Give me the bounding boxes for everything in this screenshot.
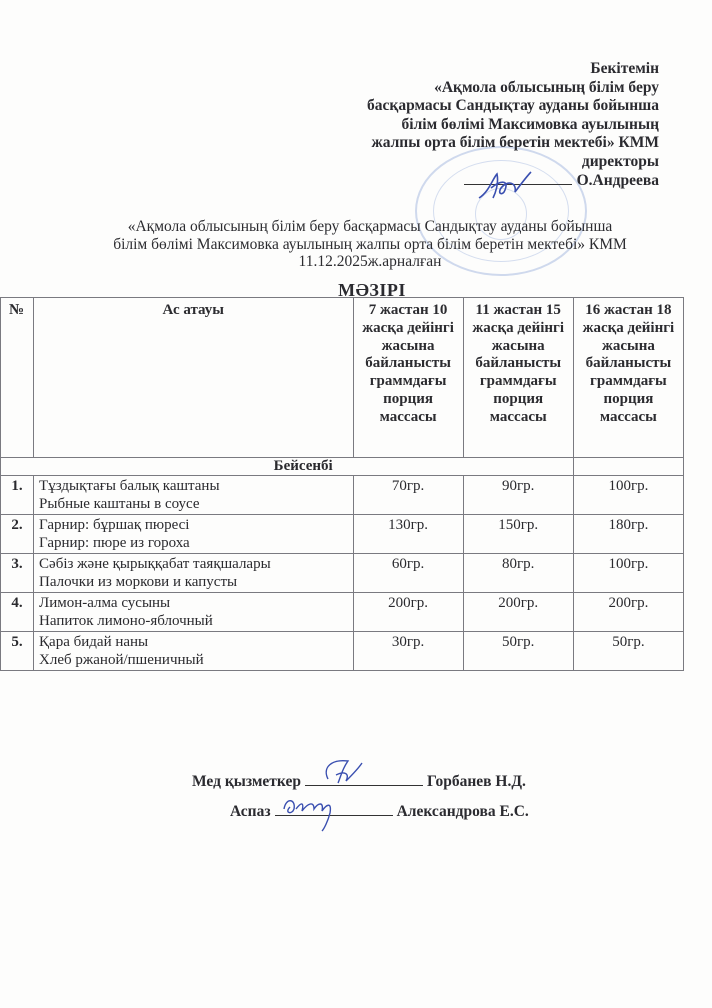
cook-signature <box>280 793 350 833</box>
menu-date: 11.12.2025ж.арналған <box>298 253 442 271</box>
cook-label: Аспаз <box>230 803 271 820</box>
approval-line: директоры <box>581 152 659 170</box>
approval-block <box>239 60 659 190</box>
portion-7-10: 60гр. <box>353 554 463 593</box>
day-cell-empty <box>573 458 683 476</box>
dish-name-kz: Тұздықтағы балық каштаны <box>39 478 220 494</box>
dish-name <box>34 515 353 554</box>
table-row <box>1 515 684 554</box>
portion-7-10: 130гр. <box>353 515 463 554</box>
row-number: 4. <box>1 593 34 632</box>
table-row <box>1 554 684 593</box>
header-number: № <box>1 298 34 458</box>
approval-line: білім бөлімі Максимовка ауылының <box>401 115 659 133</box>
table-row <box>1 632 684 671</box>
dish-name-ru: Гарнир: пюре из гороха <box>39 535 190 551</box>
medic-signature <box>318 757 378 789</box>
header-row <box>1 298 684 458</box>
dish-name-kz: Гарнир: бұршақ пюресі <box>39 517 190 533</box>
row-number: 2. <box>1 515 34 554</box>
portion-11-15: 150гр. <box>463 515 573 554</box>
approval-line: жалпы орта білім беретін мектебі» КММ <box>371 134 659 152</box>
day-cell-empty <box>1 458 34 476</box>
portion-16-18: 100гр. <box>573 476 683 515</box>
cook-name: Александрова Е.С. <box>396 803 529 820</box>
dish-name <box>34 554 353 593</box>
portion-16-18: 200гр. <box>573 593 683 632</box>
portion-7-10: 30гр. <box>353 632 463 671</box>
director-name: О.Андреева <box>576 171 659 189</box>
medic-name: Горбанев Н.Д. <box>426 773 526 790</box>
approval-line: «Ақмола облысының білім беру <box>434 78 659 96</box>
dish-name-kz: Қара бидай наны <box>39 634 149 650</box>
dish-name <box>34 632 353 671</box>
menu-table <box>0 297 684 671</box>
portion-11-15: 90гр. <box>463 476 573 515</box>
document-title: МӘЗІРІ <box>338 280 406 300</box>
approval-line: Бекітемін <box>590 60 659 77</box>
dish-name-kz: Лимон-алма сусыны <box>39 595 171 611</box>
portion-11-15: 80гр. <box>463 554 573 593</box>
header-age-7-10: 7 жастан 10 жасқа дейінгі жасына байланысты граммдағы порция массасы <box>353 298 463 458</box>
dish-name-ru: Хлеб ржаной/пшеничный <box>39 652 204 668</box>
header-age-16-18: 16 жастан 18 жасқа дейінгі жасына байланысты граммдағы порция массасы <box>573 298 683 458</box>
approval-line: басқармасы Сандықтау ауданы бойынша <box>367 97 659 115</box>
dish-name-ru: Напиток лимоно-яблочный <box>39 613 213 629</box>
row-number: 1. <box>1 476 34 515</box>
portion-11-15: 200гр. <box>463 593 573 632</box>
cook-signature-block <box>0 803 712 821</box>
medic-label: Мед қызметкер <box>192 773 301 790</box>
row-number: 3. <box>1 554 34 593</box>
table-row <box>1 476 684 515</box>
portion-16-18: 100гр. <box>573 554 683 593</box>
header-age-11-15: 11 жастан 15 жасқа дейінгі жасына байланысты граммдағы порция массасы <box>463 298 573 458</box>
organization-line-1: «Ақмола облысының білім беру басқармасы Сандықтау ауданы бойынша <box>127 218 613 235</box>
portion-7-10: 200гр. <box>353 593 463 632</box>
row-number: 5. <box>1 632 34 671</box>
dish-name-ru: Палочки из моркови и капусты <box>39 574 238 590</box>
portion-11-15: 50гр. <box>463 632 573 671</box>
organization-line-2: білім бөлімі Максимовка ауылының жалпы орта білім беретін мектебі» КММ <box>113 235 627 253</box>
day-label: Бейсенбі <box>34 458 574 476</box>
dish-name <box>34 476 353 515</box>
dish-name-kz: Сәбіз және қырыққабат таяқшалары <box>39 556 271 572</box>
table-row <box>1 593 684 632</box>
header-dish-name: Ас атауы <box>34 298 353 458</box>
portion-16-18: 50гр. <box>573 632 683 671</box>
dish-name <box>34 593 353 632</box>
portion-7-10: 70гр. <box>353 476 463 515</box>
dish-name-ru: Рыбные каштаны в соусе <box>39 496 200 512</box>
day-row <box>1 458 684 476</box>
organization-heading <box>60 218 680 271</box>
director-signature <box>475 170 555 202</box>
portion-16-18: 180гр. <box>573 515 683 554</box>
